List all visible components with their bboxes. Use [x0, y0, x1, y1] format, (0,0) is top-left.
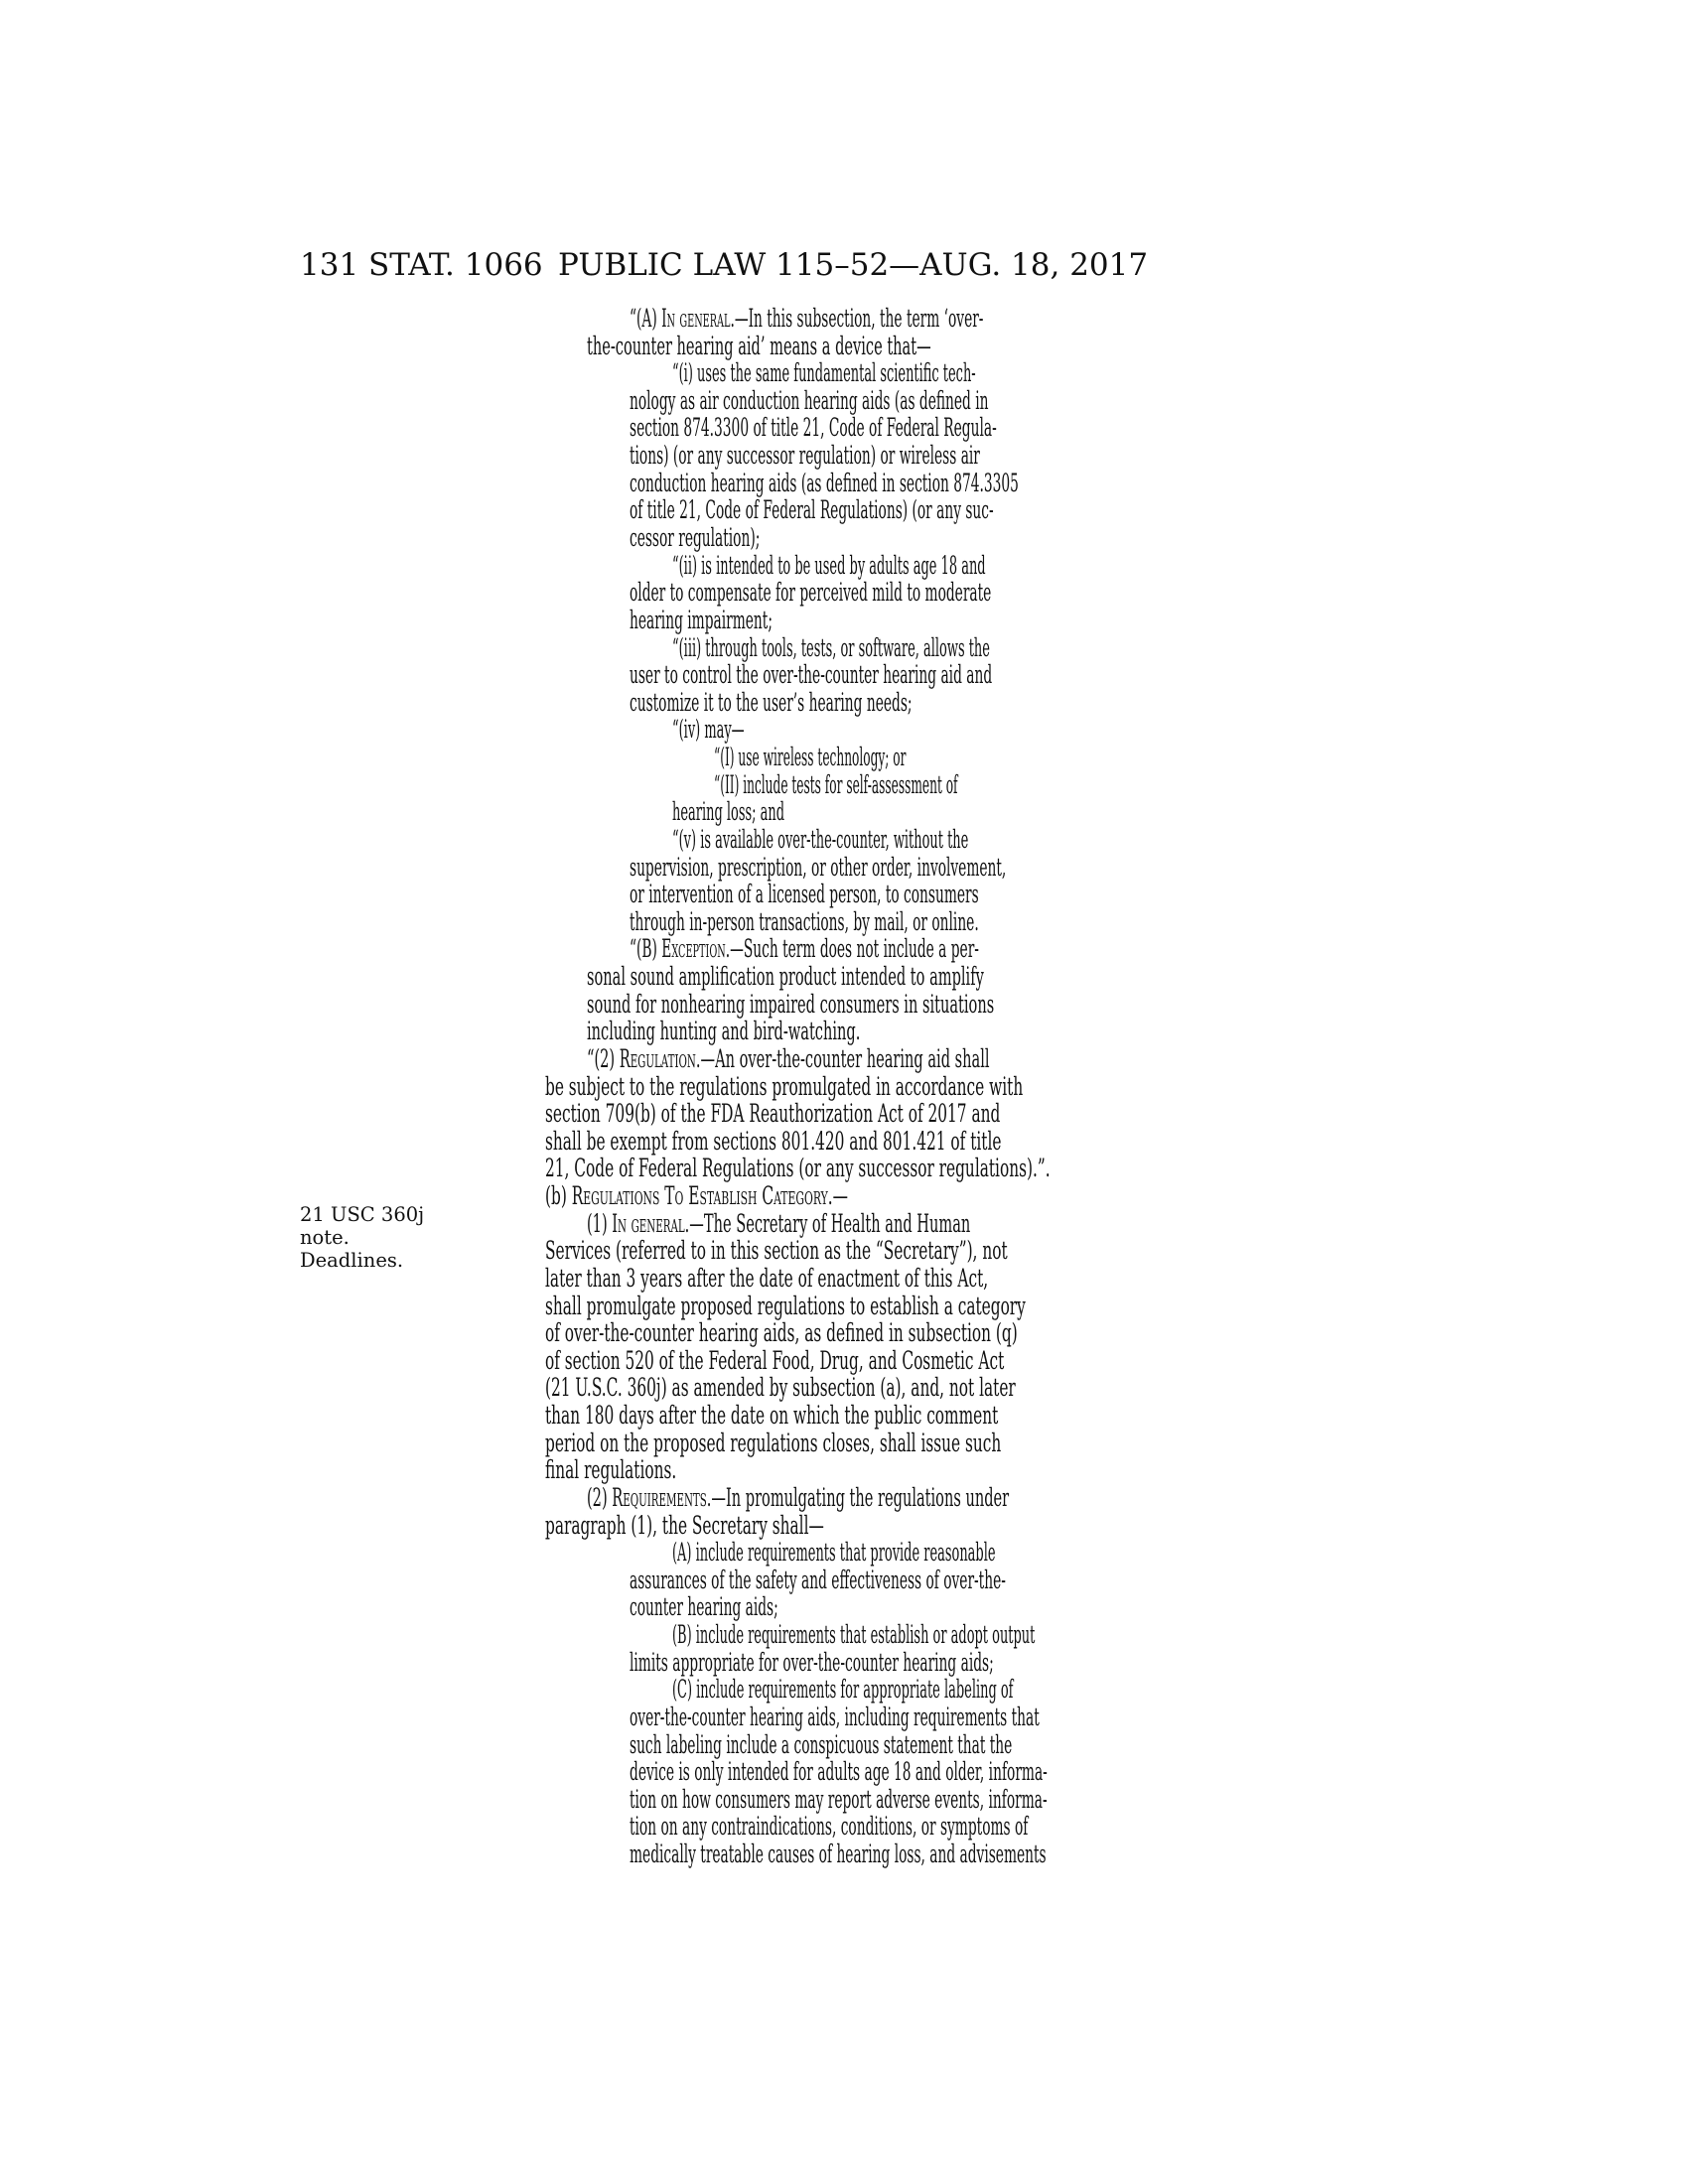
text-line: [672, 1677, 1362, 1705]
text-line: [545, 1238, 1362, 1266]
text-run: shall be exempt from sections 801.420 and 801.421 of title: [545, 1127, 1002, 1157]
text-line: [545, 1513, 1362, 1541]
text-line: [545, 1129, 1362, 1157]
text-line: [630, 306, 1362, 334]
text-run: “(iii) through tools, tests, or software, allows the: [672, 633, 990, 663]
text-line: [630, 1650, 1362, 1678]
text-run: cessor regulation);: [630, 523, 761, 553]
text-run: user to control the over-the-counter hearing aid and: [630, 660, 993, 690]
text-run: .—In promulgating the regulations under: [706, 1483, 1010, 1513]
text-run: of section 520 of the Federal Food, Drug, and Cosmetic Act: [545, 1346, 1005, 1376]
text-run: through in-person transactions, by mail, or online.: [630, 907, 979, 937]
margin-note-line: Deadlines.: [300, 1249, 404, 1272]
text-line: [630, 690, 1362, 718]
text-line: [587, 1046, 1362, 1074]
text-line: [587, 1485, 1362, 1513]
running-header: PUBLIC LAW 115–52—AUG. 18, 2017: [558, 247, 1149, 283]
text-run: such labeling include a conspicuous statement that the: [630, 1730, 1013, 1760]
text-line: [545, 1457, 1362, 1485]
text-line: [587, 964, 1362, 992]
text-line: [587, 992, 1362, 1020]
text-line: [630, 882, 1362, 909]
text-line: [672, 360, 1362, 388]
text-run: .—: [827, 1181, 849, 1211]
text-line: [630, 1814, 1362, 1842]
text-line: [587, 1211, 1362, 1239]
text-run: (C) include requirements for appropriate labeling of: [672, 1675, 1014, 1705]
text-line: [630, 1787, 1362, 1815]
page-citation: 131 STAT. 1066: [300, 247, 543, 283]
text-run: 21, Code of Federal Regulations (or any successor regulations).”.: [545, 1154, 1051, 1183]
text-line: [630, 1705, 1362, 1732]
margin-note-line: 21 USC 360j: [300, 1203, 425, 1226]
text-line: [630, 580, 1362, 608]
text-line: [630, 388, 1362, 416]
text-run: device is only intended for adults age 18 and older, informa-: [630, 1757, 1048, 1787]
text-run: (21 U.S.C. 360j) as amended by subsection (a), and, not later: [545, 1373, 1016, 1403]
text-line: [672, 635, 1362, 663]
text-run: shall promulgate proposed regulations to establish a category: [545, 1292, 1026, 1321]
text-run: supervision, prescription, or other order, involvement,: [630, 853, 1007, 883]
text-run: be subject to the regulations promulgated in accordance with: [545, 1072, 1024, 1102]
text-run: “(i) uses the same fundamental scientific tech-: [672, 358, 976, 388]
text-run: or intervention of a licensed person, to consumers: [630, 880, 979, 909]
text-line: [672, 553, 1362, 581]
text-run: “(A): [630, 304, 662, 334]
section-heading: Regulation: [619, 1044, 696, 1074]
text-line: [630, 1732, 1362, 1760]
text-line: [545, 1156, 1362, 1183]
text-line: [630, 1759, 1362, 1787]
text-run: hearing impairment;: [630, 606, 773, 635]
text-line: [545, 1101, 1362, 1129]
text-run: “(2): [587, 1044, 620, 1074]
text-run: sound for nonhearing impaired consumers in situations: [587, 990, 995, 1020]
text-line: [545, 1375, 1362, 1403]
text-run: .—Such term does not include a per-: [725, 934, 979, 964]
text-line: [714, 772, 1362, 800]
text-line: [630, 525, 1362, 553]
text-run: period on the proposed regulations closes, shall issue such: [545, 1429, 1002, 1458]
text-line: [630, 497, 1362, 525]
text-run: than 180 days after the date on which the public comment: [545, 1401, 999, 1431]
text-run: “(iv) may—: [672, 715, 745, 745]
text-run: “(B): [630, 934, 662, 964]
text-run: tion on how consumers may report adverse events, informa-: [630, 1785, 1048, 1815]
text-run: sonal sound amplification product intended to amplify: [587, 962, 984, 992]
text-run: “(II) include tests for self-assessment of: [714, 770, 958, 800]
text-run: (b): [545, 1181, 572, 1211]
text-run: of over-the-counter hearing aids, as defined in subsection (q): [545, 1318, 1018, 1348]
text-run: (1): [587, 1209, 613, 1239]
text-line: [630, 443, 1362, 471]
text-run: over-the-counter hearing aids, including requirements that: [630, 1703, 1040, 1732]
text-line: [630, 662, 1362, 690]
text-run: “(v) is available over-the-counter, without the: [672, 825, 969, 855]
text-run: “(ii) is intended to be used by adults age 18 and: [672, 551, 986, 581]
text-run: assurances of the safety and effectiveness of over-the-: [630, 1566, 1006, 1595]
text-line: [545, 1431, 1362, 1458]
text-run: (A) include requirements that provide reasonable: [672, 1538, 996, 1568]
text-line: [630, 1568, 1362, 1595]
text-line: [672, 799, 1362, 827]
text-run: paragraph (1), the Secretary shall—: [545, 1511, 824, 1541]
text-run: hearing loss; and: [672, 797, 784, 827]
text-run: .—An over-the-counter hearing aid shall: [695, 1044, 990, 1074]
text-line: [714, 745, 1362, 772]
text-run: of title 21, Code of Federal Regulations) (or any suc-: [630, 495, 994, 525]
margin-note: [300, 1203, 498, 1272]
section-heading: Regulations To Establish Category: [571, 1181, 828, 1211]
text-line: [545, 1320, 1362, 1348]
margin-note-line: note.: [300, 1226, 350, 1249]
text-line: [545, 1074, 1362, 1102]
text-run: .—In this subsection, the term ‘over-: [730, 304, 984, 334]
text-line: [630, 471, 1362, 498]
text-line: [545, 1294, 1362, 1321]
text-run: older to compensate for perceived mild to moderate: [630, 578, 992, 608]
text-line: [630, 909, 1362, 937]
text-run: (2): [587, 1483, 613, 1513]
text-line: [545, 1348, 1362, 1376]
text-run: section 874.3300 of title 21, Code of Federal Regula-: [630, 413, 997, 443]
section-heading: In general: [612, 1209, 685, 1239]
text-line: [587, 1019, 1362, 1046]
text-line: [672, 717, 1362, 745]
text-run: .—The Secretary of Health and Human: [684, 1209, 971, 1239]
text-run: counter hearing aids;: [630, 1592, 778, 1622]
text-run: nology as air conduction hearing aids (as defined in: [630, 386, 989, 416]
text-line: [630, 936, 1362, 964]
text-line: [545, 1403, 1362, 1431]
text-line: [545, 1183, 1362, 1211]
text-line: [672, 827, 1362, 855]
text-run: Services (referred to in this section as the “Secretary”), not: [545, 1236, 1008, 1266]
text-line: [630, 608, 1362, 635]
text-line: [672, 1622, 1362, 1650]
text-run: including hunting and bird-watching.: [587, 1017, 861, 1046]
text-run: conduction hearing aids (as defined in section 874.3305: [630, 469, 1019, 498]
text-run: the-counter hearing aid’ means a device that—: [587, 332, 931, 361]
section-heading: In general: [661, 304, 731, 334]
text-line: [587, 334, 1362, 361]
text-run: customize it to the user’s hearing needs;: [630, 688, 913, 718]
text-run: “(I) use wireless technology; or: [714, 743, 907, 772]
text-run: final regulations.: [545, 1455, 677, 1485]
text-line: [630, 1842, 1362, 1869]
text-run: tions) (or any successor regulation) or wireless air: [630, 441, 980, 471]
section-heading: Requirements: [612, 1483, 707, 1513]
text-line: [545, 1266, 1362, 1294]
text-line: [630, 1594, 1362, 1622]
text-line: [630, 415, 1362, 443]
text-run: section 709(b) of the FDA Reauthorization Act of 2017 and: [545, 1099, 1001, 1129]
text-line: [630, 855, 1362, 883]
text-run: tion on any contraindications, conditions, or symptoms of: [630, 1812, 1029, 1842]
text-run: (B) include requirements that establish or adopt output: [672, 1620, 1036, 1650]
text-run: medically treatable causes of hearing loss, and advisements: [630, 1840, 1047, 1869]
text-run: limits appropriate for over-the-counter hearing aids;: [630, 1648, 994, 1678]
text-line: [672, 1540, 1362, 1568]
text-run: later than 3 years after the date of enactment of this Act,: [545, 1264, 989, 1294]
section-heading: Exception: [661, 934, 726, 964]
